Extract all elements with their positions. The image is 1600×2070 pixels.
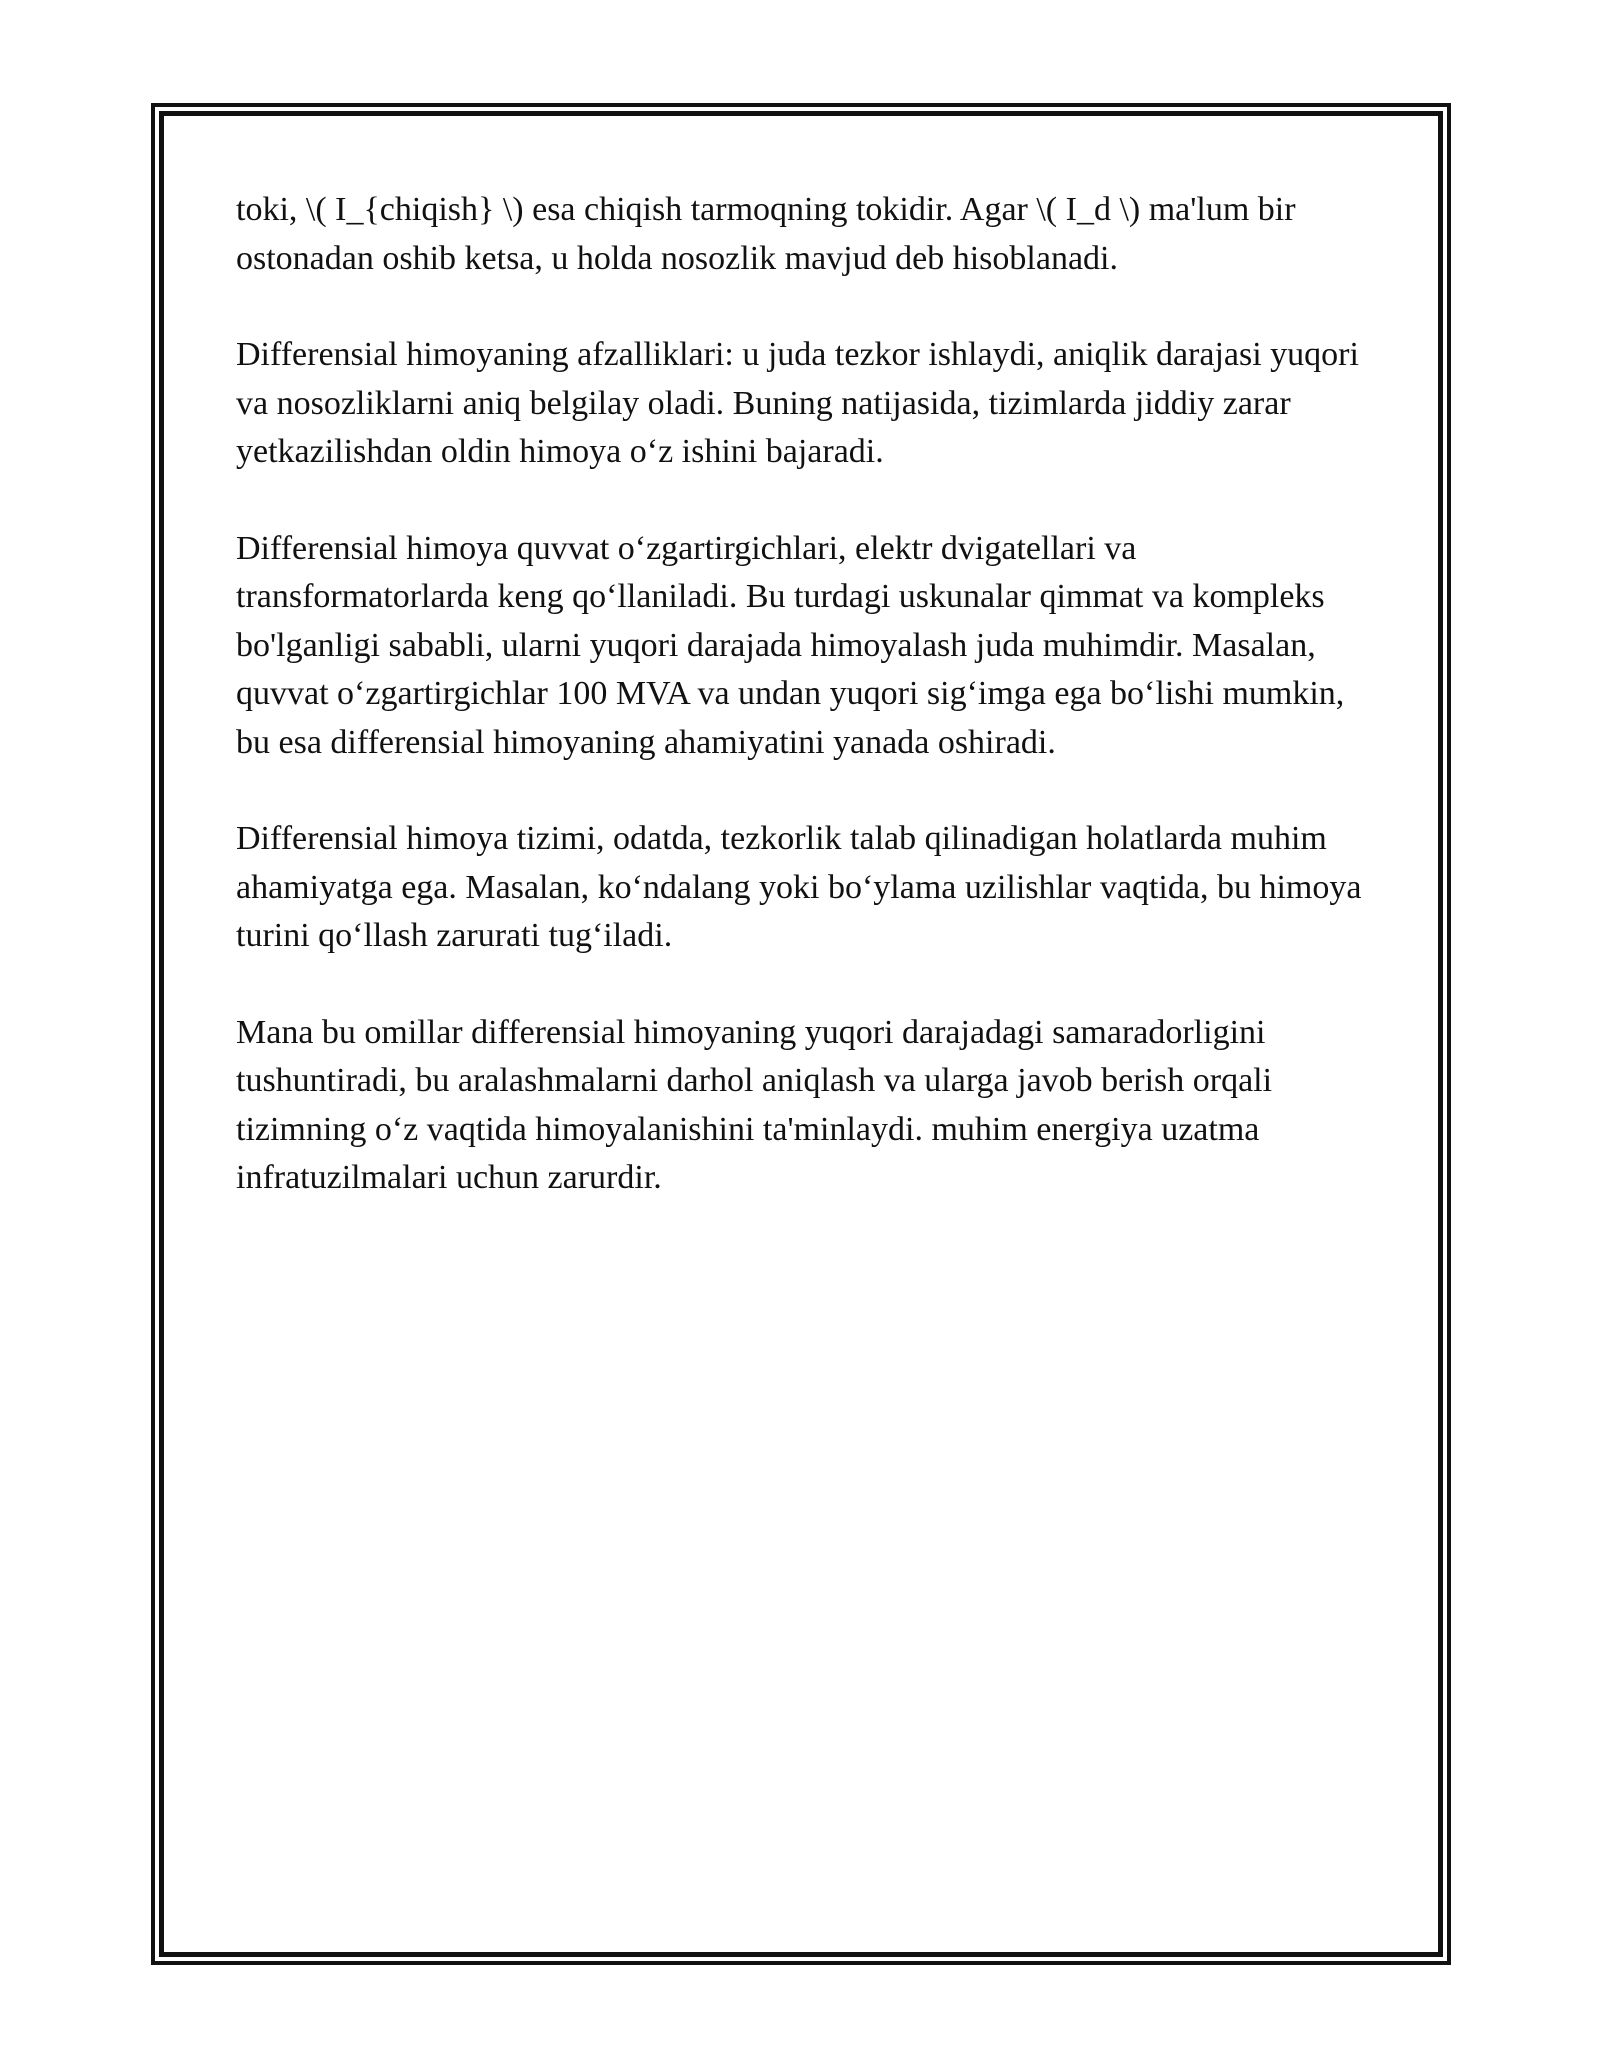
- paragraph-1: toki, \( I_{chiqish} \) esa chiqish tarmoqning tokidir. Agar \( I_d \) ma'lum bir ostonadan oshib ketsa, u holda nosozlik mavjud deb hisoblanadi.: [236, 191, 1296, 277]
- document-body: [236, 186, 1366, 1251]
- paragraph-5: Mana bu omillar differensial himoyaning yuqori darajadagi samaradorligini tushuntiradi, bu aralashmalarni darhol aniqlash va ularga javob berish orqali tizimning oʻz vaqtida himoyalanishini ta'minlaydi. muhim energiya uzatma infratuzilmalari uchun zarurdir.: [236, 1013, 1273, 1196]
- paragraph-2: Differensial himoyaning afzalliklari: u juda tezkor ishlaydi, aniqlik darajasi yuqori va nosozliklarni aniq belgilay oladi. Buning natijasida, tizimlarda jiddiy zarar yetkazilishdan oldin himoya oʻz ishini bajaradi.: [236, 336, 1359, 470]
- paragraph-4: Differensial himoya tizimi, odatda, tezkorlik talab qilinadigan holatlarda muhim ahamiyatga ega. Masalan, koʻndalang yoki boʻylama uzilishlar vaqtida, bu himoya turini qoʻllash zarurati tugʻiladi.: [236, 820, 1362, 954]
- paragraph-3: Differensial himoya quvvat oʻzgartirgichlari, elektr dvigatellari va transformatorlarda keng qoʻllaniladi. Bu turdagi uskunalar qimmat va kompleks bo'lganligi sababli, ularni yuqori darajada himoyalash juda muhimdir. Masalan, quvvat oʻzgartirgichlar 100 MVA va undan yuqori sigʻimga ega boʻlishi mumkin, bu esa differensial himoyaning ahamiyatini yanada oshiradi.: [236, 529, 1345, 761]
